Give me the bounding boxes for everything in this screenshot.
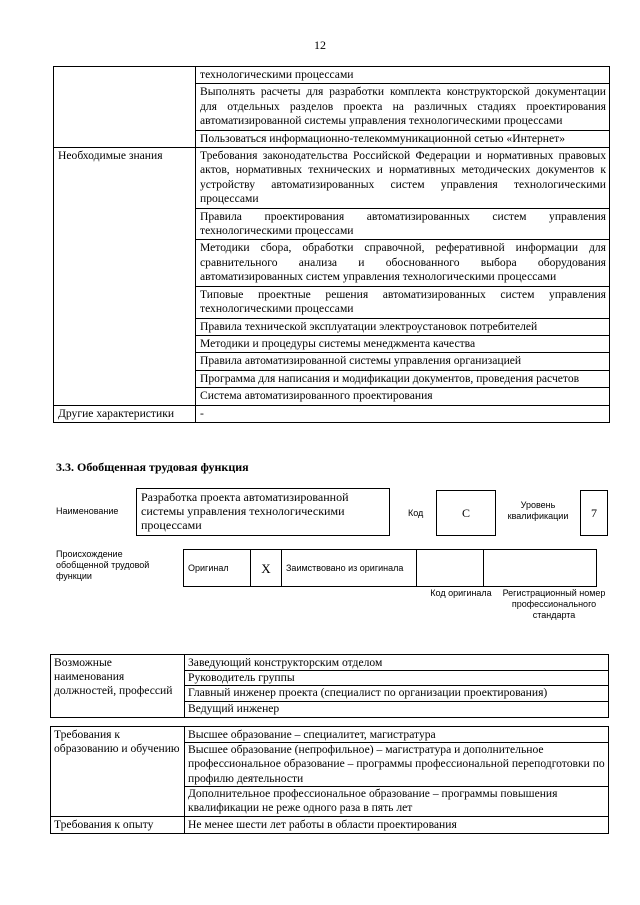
education-item: Высшее образование (непрофильное) – магистратура и дополнительное профессиональное образование – программы профессиональной переподготовки по профилю деятельности xyxy=(185,742,608,786)
origin-label: Происхождение обобщенной трудовой функции xyxy=(56,549,150,581)
qualification-level: 7 xyxy=(580,490,608,536)
knowledge-label: Необходимые знания xyxy=(54,148,196,406)
other-characteristics-value: - xyxy=(196,405,610,422)
origin-table xyxy=(183,549,597,587)
education-item: Дополнительное профессиональное образование – программы повышения квалификации не реже одного раза в пять лет xyxy=(185,786,608,815)
skill-item: Выполнять расчеты для разработки комплекта конструкторской документации для отдельных разделов проекта на различных стадиях проектирования автоматизированной системы управления технологическими процессами xyxy=(196,84,610,130)
section-title: 3.3. Обобщенная трудовая функция xyxy=(56,460,249,474)
knowledge-item: Программа для написания и модификации документов, проведения расчетов xyxy=(196,370,610,387)
education-table xyxy=(50,726,609,834)
knowledge-item: Правила технической эксплуатации электроустановок потребителей xyxy=(196,318,610,335)
original-label: Оригинал xyxy=(184,550,251,587)
experience-label: Требования к опыту xyxy=(51,817,185,834)
knowledge-item: Система автоматизированного проектирования xyxy=(196,388,610,405)
knowledge-item: Методики сбора, обработки справочной, реферативной информации для сравнительного анализа и обоснованного выбора оборудования автоматизированных систем управления технологическими процессами xyxy=(196,240,610,286)
reg-number-cell xyxy=(484,550,597,587)
original-mark: X xyxy=(251,550,282,587)
skill-item: Пользоваться информационно-телекоммуникационной сетью «Интернет» xyxy=(196,130,610,147)
knowledge-item: Правила проектирования автоматизированных систем управления технологическими процессами xyxy=(196,208,610,240)
skill-item: технологическими процессами xyxy=(196,67,610,84)
position-item: Ведущий инженер xyxy=(185,701,608,716)
education-item: Высшее образование – специалитет, магистратура xyxy=(188,728,436,741)
borrowed-label: Заимствовано из оригинала xyxy=(282,550,417,587)
function-name: Разработка проекта автоматизированной системы управления технологическими процессами xyxy=(136,488,390,536)
experience-value: Не менее шести лет работы в области проектирования xyxy=(185,817,609,834)
knowledge-table xyxy=(53,66,610,423)
code-label: Код xyxy=(408,508,424,518)
reg-number-caption: Регистрационный номер профессионального стандарта xyxy=(502,588,606,620)
page-number: 12 xyxy=(314,38,326,52)
position-item: Главный инженер проекта (специалист по организации проектирования) xyxy=(185,685,608,700)
name-label: Наименование xyxy=(56,506,119,516)
education-list xyxy=(185,727,609,817)
position-item: Заведующий конструкторским отделом xyxy=(188,656,383,669)
other-characteristics-label: Другие характеристики xyxy=(54,405,196,422)
education-label: Требования к образованию и обучению xyxy=(51,727,185,817)
code-original-cell xyxy=(417,550,484,587)
knowledge-item: Правила автоматизированной системы управления организацией xyxy=(196,353,610,370)
function-code: C xyxy=(436,490,496,536)
level-label: Уровень квалификации xyxy=(507,500,569,521)
positions-list xyxy=(185,655,609,718)
knowledge-item: Методики и процедуры системы менеджмента качества xyxy=(196,335,610,352)
positions-table xyxy=(50,654,609,718)
position-item: Руководитель группы xyxy=(185,670,608,685)
knowledge-item: Типовые проектные решения автоматизированных систем управления технологическими процессами xyxy=(196,286,610,318)
skills-label-cell xyxy=(54,67,196,148)
positions-label: Возможные наименования должностей, профессий xyxy=(51,655,185,718)
knowledge-item: Требования законодательства Российской Федерации и нормативных правовых актов, нормативных технических и нормативных методических документов к устройству автоматизированных систем управления технологическими процессами xyxy=(196,148,610,209)
code-original-caption: Код оригинала xyxy=(430,588,492,598)
